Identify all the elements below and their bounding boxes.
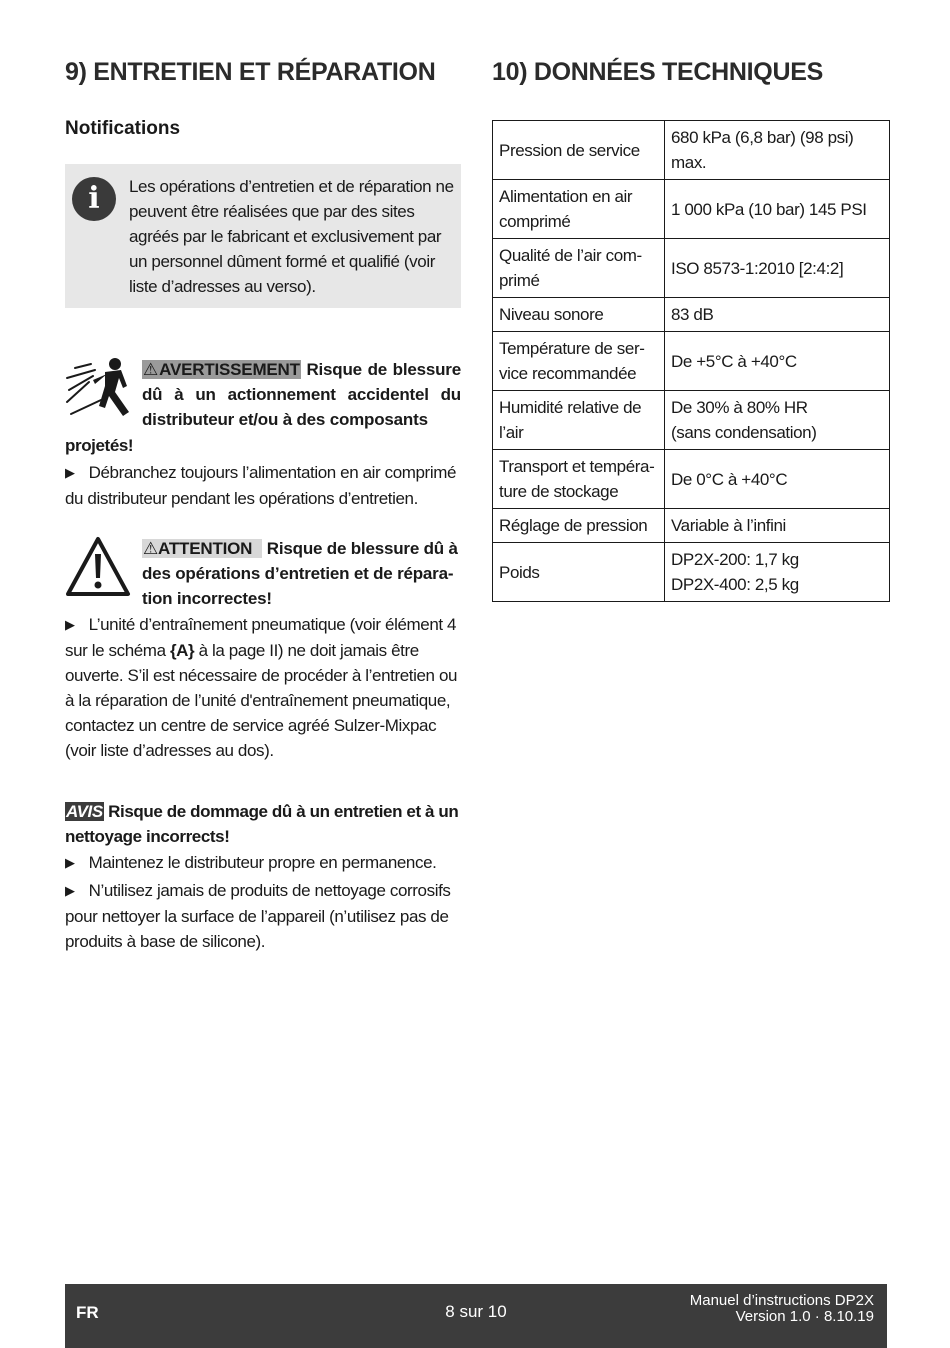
row-value: Variable à l’infini (665, 509, 890, 543)
warning-heading (142, 357, 461, 432)
table-row (493, 239, 890, 298)
table-row (493, 391, 890, 450)
row-label: Qualité de l’air com-primé (493, 239, 665, 298)
row-label: Poids (493, 543, 665, 602)
warning-tag: ⚠AVERTISSEMENT (143, 360, 300, 379)
language-code: FR (76, 1303, 99, 1322)
row-value: 680 kPa (6,8 bar) (98 psi) max. (665, 121, 890, 180)
row-label: Réglage de pression (493, 509, 665, 543)
schema-reference: {A} (169, 641, 195, 660)
warning-bullet (65, 460, 461, 511)
row-value: DP2X-200: 1,7 kg DP2X-400: 2,5 kg (665, 543, 890, 602)
table-row (493, 121, 890, 180)
table-row (493, 332, 890, 391)
row-label: Pression de service (493, 121, 665, 180)
page-footer (65, 1284, 887, 1348)
table-row (493, 450, 890, 509)
row-value: 1 000 kPa (10 bar) 145 PSI (665, 180, 890, 239)
section-10-title: 10) DONNÉES TECHNIQUES (492, 58, 823, 86)
avis-heading (65, 799, 461, 849)
avis-bullet-1-text: Maintenez le distributeur propre en permanence. (88, 853, 437, 872)
avis-bullet-1 (65, 850, 461, 876)
page-number: 8 sur 10 (445, 1302, 507, 1321)
table-row (493, 543, 890, 602)
row-label: Transport et tempéra-ture de stockage (493, 450, 665, 509)
table-row (493, 509, 890, 543)
warning-bullet-text: Débranchez toujours l’alimentation en air comprimé du distributeur pendant les opérations d’entretien. (65, 463, 457, 508)
attention-bullet-part1: L’unité d’entraînement pneumatique (voir élément 4 sur le schéma (65, 615, 457, 660)
warning-text-last: projetés! (65, 436, 134, 455)
row-label: Niveau sonore (493, 298, 665, 332)
info-box (65, 164, 461, 308)
attention-bullet (65, 612, 461, 763)
row-value: De +5°C à +40°C (665, 332, 890, 391)
row-value: ISO 8573-1:2010 [2:4:2] (665, 239, 890, 298)
table-row (493, 298, 890, 332)
manual-version: Version 1.0 · 8.10.19 (735, 1308, 874, 1325)
row-label: Alimentation en air comprimé (493, 180, 665, 239)
attention-heading (142, 536, 461, 611)
attention-text: Risque de blessure dû à des opérations d’entretien et de répara-tion incorrectes! (142, 539, 458, 608)
row-label: Température de ser-vice recommandée (493, 332, 665, 391)
row-value: De 0°C à +40°C (665, 450, 890, 509)
row-label: Humidité relative de l’air (493, 391, 665, 450)
avis-text: Risque de dommage dû à un entretien et à un nettoyage incorrects! (65, 802, 459, 846)
info-icon: i (72, 177, 116, 221)
table-row (493, 180, 890, 239)
attention-bullet-part2: à la page II) ne doit jamais être ouverte. S’il est nécessaire de procéder à l’entretien ou à la réparation de l’unité d'entraînement pneumatique, contactez un centre de service agréé Sulzer-Mixpac (voir liste d’adresses au dos). (65, 641, 458, 760)
technical-data-table (492, 120, 890, 602)
hazard-person-icon (65, 356, 135, 420)
manual-title: Manuel d’instructions DP2X (689, 1292, 874, 1309)
row-value: De 30% à 80% HR (sans condensation) (665, 391, 890, 450)
row-value: 83 dB (665, 298, 890, 332)
avis-bullet-2 (65, 878, 461, 954)
manual-info (690, 1293, 874, 1325)
avis-tag: AVIS (66, 802, 103, 821)
section-9-title: 9) ENTRETIEN ET RÉPARATION (65, 58, 436, 86)
attention-tag: ⚠ATTENTION (142, 539, 262, 558)
warning-triangle-icon (65, 536, 131, 598)
notifications-heading: Notifications (65, 118, 181, 139)
warning-text: Risque de blessure dû à un actionnement accidentel du distributeur et/ou à des composants (142, 360, 461, 429)
info-text: Les opérations d’entretien et de réparation ne peuvent être réalisées que par des sites agréés par le fabricant et exclusivement par un personnel dûment formé et qualifié (voir liste d’adresses au verso). (129, 177, 454, 296)
avis-bullet-2-text: N’utilisez jamais de produits de nettoyage corrosifs pour nettoyer la surface de l’appareil (n’utilisez pas de produits à base de silicone). (65, 881, 451, 951)
